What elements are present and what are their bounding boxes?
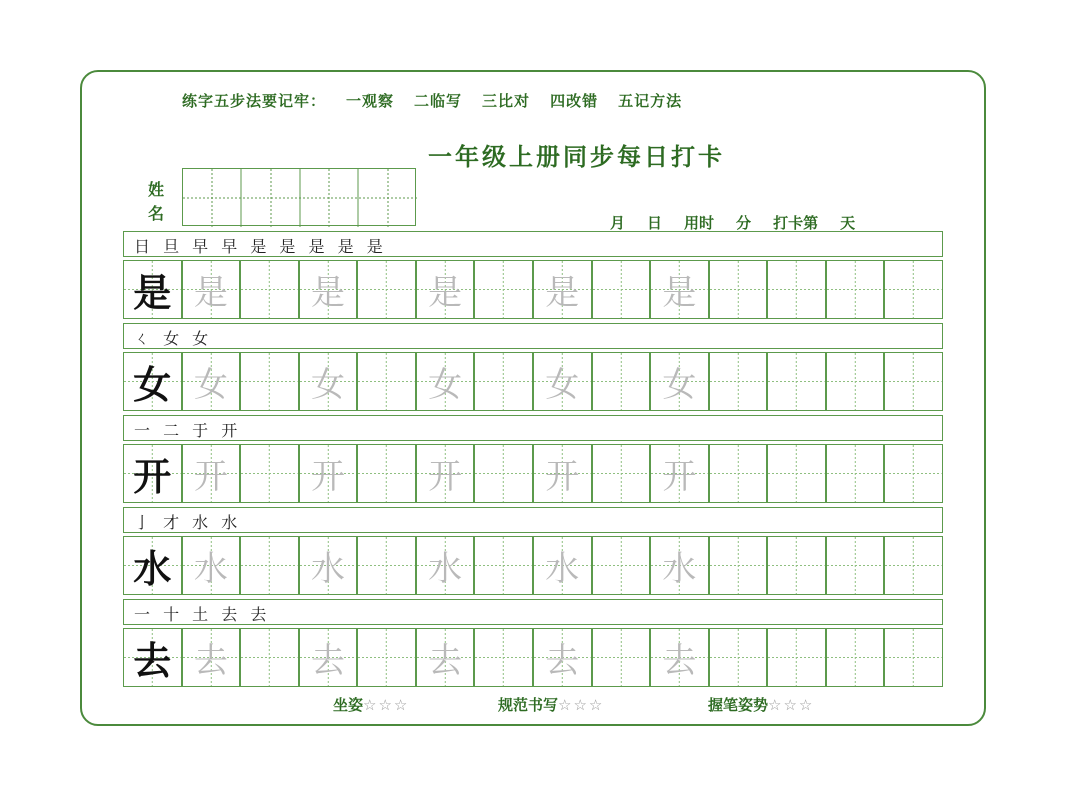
trace-character: 是 [193, 273, 228, 313]
model-character-cell [123, 352, 182, 411]
date-month: 月 [610, 214, 626, 232]
footer-item-grip [708, 694, 814, 715]
stroke-order-sequence: 一 二 于 开 [134, 421, 242, 440]
writing-cell[interactable] [709, 628, 768, 687]
model-character: 是 [133, 270, 172, 315]
tianzige-guide-lines [593, 261, 650, 318]
writing-cell[interactable] [767, 352, 826, 411]
motto-step: 一观察 [346, 92, 395, 110]
writing-cell[interactable] [357, 352, 416, 411]
writing-cell[interactable] [709, 536, 768, 595]
writing-cell[interactable] [416, 352, 475, 411]
stroke-order-sequence: ㄑ 女 女 [134, 329, 213, 348]
model-character-cell [123, 260, 182, 319]
tianzige-guide-lines [241, 353, 298, 410]
writing-cell[interactable] [182, 260, 241, 319]
writing-cell[interactable] [182, 444, 241, 503]
writing-cell[interactable] [357, 444, 416, 503]
motto-step: 五记方法 [618, 92, 683, 110]
motto-line [182, 90, 702, 111]
writing-cell[interactable] [474, 444, 533, 503]
tianzige-guide-lines [358, 261, 415, 318]
tianzige-guide-lines [358, 445, 415, 502]
motto-step: 三比对 [482, 92, 531, 110]
motto-step: 二临写 [414, 92, 463, 110]
tianzige-guide-lines [241, 537, 298, 594]
footer-item-writing [498, 694, 604, 715]
trace-character: 是 [545, 273, 580, 313]
trace-character: 开 [662, 457, 697, 497]
motto-step: 四改错 [550, 92, 599, 110]
date-line [610, 212, 877, 233]
writing-cell[interactable] [826, 352, 885, 411]
date-day: 日 [647, 214, 663, 232]
tianzige-guide-lines [241, 261, 298, 318]
writing-cell[interactable] [533, 536, 592, 595]
tianzige-guide-lines [241, 629, 298, 686]
footer-label: 规范书写 [498, 696, 559, 714]
model-character-cell [123, 444, 182, 503]
stroke-order-strip [123, 323, 943, 349]
writing-cell[interactable] [767, 260, 826, 319]
writing-cell[interactable] [650, 352, 709, 411]
footer-label: 握笔姿势 [708, 696, 769, 714]
writing-cell[interactable] [709, 260, 768, 319]
writing-cell[interactable] [826, 444, 885, 503]
writing-cell[interactable] [299, 260, 358, 319]
tianzige-guide-lines [827, 353, 884, 410]
writing-cell[interactable] [884, 352, 943, 411]
trace-character: 是 [428, 273, 463, 313]
writing-cell[interactable] [182, 536, 241, 595]
writing-cell[interactable] [240, 628, 299, 687]
name-grid-lines [183, 169, 417, 227]
writing-cell[interactable] [592, 352, 651, 411]
footer-item-posture [333, 694, 409, 715]
writing-cell[interactable] [533, 352, 592, 411]
tianzige-guide-lines [710, 261, 767, 318]
trace-character: 去 [310, 641, 345, 681]
writing-grid-row [123, 444, 943, 503]
trace-character: 女 [662, 365, 697, 405]
trace-character: 女 [545, 365, 580, 405]
writing-cell[interactable] [299, 352, 358, 411]
stroke-order-strip [123, 599, 943, 625]
tianzige-guide-lines [827, 445, 884, 502]
writing-cell[interactable] [240, 536, 299, 595]
writing-cell[interactable] [767, 444, 826, 503]
writing-cell[interactable] [416, 260, 475, 319]
writing-cell[interactable] [709, 444, 768, 503]
writing-grid-row [123, 536, 943, 595]
writing-cell[interactable] [240, 444, 299, 503]
name-input-grid[interactable] [182, 168, 416, 226]
writing-grid-row [123, 260, 943, 319]
writing-cell[interactable] [474, 260, 533, 319]
writing-cell[interactable] [357, 536, 416, 595]
tianzige-guide-lines [475, 629, 532, 686]
trace-character: 是 [662, 273, 697, 313]
trace-character: 开 [310, 457, 345, 497]
trace-character: 开 [193, 457, 228, 497]
model-character: 女 [133, 362, 172, 407]
tianzige-guide-lines [475, 261, 532, 318]
trace-character: 水 [428, 549, 463, 589]
writing-cell[interactable] [650, 536, 709, 595]
model-character: 开 [133, 454, 172, 499]
trace-character: 去 [662, 641, 697, 681]
tianzige-guide-lines [475, 353, 532, 410]
date-checkin-no: 打卡第 [773, 214, 819, 232]
tianzige-guide-lines [827, 261, 884, 318]
writing-cell[interactable] [474, 352, 533, 411]
writing-cell[interactable] [592, 628, 651, 687]
tianzige-guide-lines [358, 629, 415, 686]
writing-cell[interactable] [592, 260, 651, 319]
writing-grid-row [123, 352, 943, 411]
writing-cell[interactable] [650, 628, 709, 687]
stroke-order-sequence: 日 旦 早 早 是 是 是 是 是 [134, 237, 387, 256]
tianzige-guide-lines [768, 537, 825, 594]
tianzige-guide-lines [827, 537, 884, 594]
tianzige-guide-lines [593, 629, 650, 686]
date-days: 天 [840, 214, 856, 232]
date-minutes: 分 [736, 214, 752, 232]
tianzige-guide-lines [710, 629, 767, 686]
model-character: 水 [133, 546, 172, 591]
star-rating[interactable]: ☆☆☆ [558, 696, 605, 714]
star-rating[interactable]: ☆☆☆ [768, 696, 815, 714]
tianzige-guide-lines [768, 353, 825, 410]
writing-cell[interactable] [767, 536, 826, 595]
writing-grid-row [123, 628, 943, 687]
writing-cell[interactable] [533, 628, 592, 687]
stroke-order-strip [123, 231, 943, 257]
writing-cell[interactable] [357, 628, 416, 687]
writing-cell[interactable] [767, 628, 826, 687]
tianzige-guide-lines [358, 353, 415, 410]
stroke-order-sequence: 一 十 土 去 去 [134, 605, 271, 624]
star-rating[interactable]: ☆☆☆ [363, 696, 410, 714]
stroke-order-strip [123, 507, 943, 533]
model-character-cell [123, 628, 182, 687]
tianzige-guide-lines [593, 537, 650, 594]
trace-character: 水 [193, 549, 228, 589]
writing-cell[interactable] [357, 260, 416, 319]
writing-cell[interactable] [299, 536, 358, 595]
writing-cell[interactable] [240, 352, 299, 411]
page-title: 一年级上册同步每日打卡 [428, 143, 725, 171]
trace-character: 水 [310, 549, 345, 589]
writing-cell[interactable] [826, 536, 885, 595]
trace-character: 是 [310, 273, 345, 313]
stroke-order-sequence: 亅 才 水 水 [134, 513, 242, 532]
trace-character: 女 [193, 365, 228, 405]
tianzige-guide-lines [358, 537, 415, 594]
tianzige-guide-lines [885, 629, 942, 686]
tianzige-guide-lines [885, 261, 942, 318]
writing-cell[interactable] [299, 444, 358, 503]
trace-character: 开 [545, 457, 580, 497]
writing-cell[interactable] [650, 444, 709, 503]
writing-cell[interactable] [650, 260, 709, 319]
writing-cell[interactable] [592, 536, 651, 595]
writing-cell[interactable] [182, 628, 241, 687]
writing-cell[interactable] [884, 536, 943, 595]
tianzige-guide-lines [593, 353, 650, 410]
model-character: 去 [133, 638, 172, 683]
trace-character: 去 [193, 641, 228, 681]
trace-character: 女 [310, 365, 345, 405]
motto-label: 练字五步法要记牢： [182, 92, 327, 110]
writing-cell[interactable] [474, 536, 533, 595]
model-character-cell [123, 536, 182, 595]
tianzige-guide-lines [768, 629, 825, 686]
writing-cell[interactable] [416, 536, 475, 595]
tianzige-guide-lines [593, 445, 650, 502]
writing-cell[interactable] [826, 628, 885, 687]
tianzige-guide-lines [241, 445, 298, 502]
tianzige-guide-lines [768, 261, 825, 318]
writing-cell[interactable] [474, 628, 533, 687]
date-time-used: 用时 [684, 214, 715, 232]
tianzige-guide-lines [475, 445, 532, 502]
tianzige-guide-lines [768, 445, 825, 502]
writing-cell[interactable] [884, 444, 943, 503]
writing-cell[interactable] [182, 352, 241, 411]
footer-label: 坐姿 [333, 696, 364, 714]
trace-character: 水 [545, 549, 580, 589]
trace-character: 开 [428, 457, 463, 497]
trace-character: 去 [545, 641, 580, 681]
writing-cell[interactable] [533, 444, 592, 503]
writing-cell[interactable] [416, 628, 475, 687]
tianzige-guide-lines [885, 537, 942, 594]
tianzige-guide-lines [710, 445, 767, 502]
tianzige-guide-lines [827, 629, 884, 686]
tianzige-guide-lines [710, 353, 767, 410]
trace-character: 水 [662, 549, 697, 589]
name-label: 姓名 [147, 180, 164, 223]
stroke-order-strip [123, 415, 943, 441]
writing-cell[interactable] [240, 260, 299, 319]
writing-cell[interactable] [299, 628, 358, 687]
tianzige-guide-lines [710, 537, 767, 594]
writing-cell[interactable] [533, 260, 592, 319]
writing-cell[interactable] [884, 260, 943, 319]
writing-cell[interactable] [709, 352, 768, 411]
writing-cell[interactable] [826, 260, 885, 319]
writing-cell[interactable] [416, 444, 475, 503]
tianzige-guide-lines [475, 537, 532, 594]
trace-character: 女 [428, 365, 463, 405]
writing-cell[interactable] [884, 628, 943, 687]
tianzige-guide-lines [885, 445, 942, 502]
writing-cell[interactable] [592, 444, 651, 503]
trace-character: 去 [428, 641, 463, 681]
tianzige-guide-lines [885, 353, 942, 410]
